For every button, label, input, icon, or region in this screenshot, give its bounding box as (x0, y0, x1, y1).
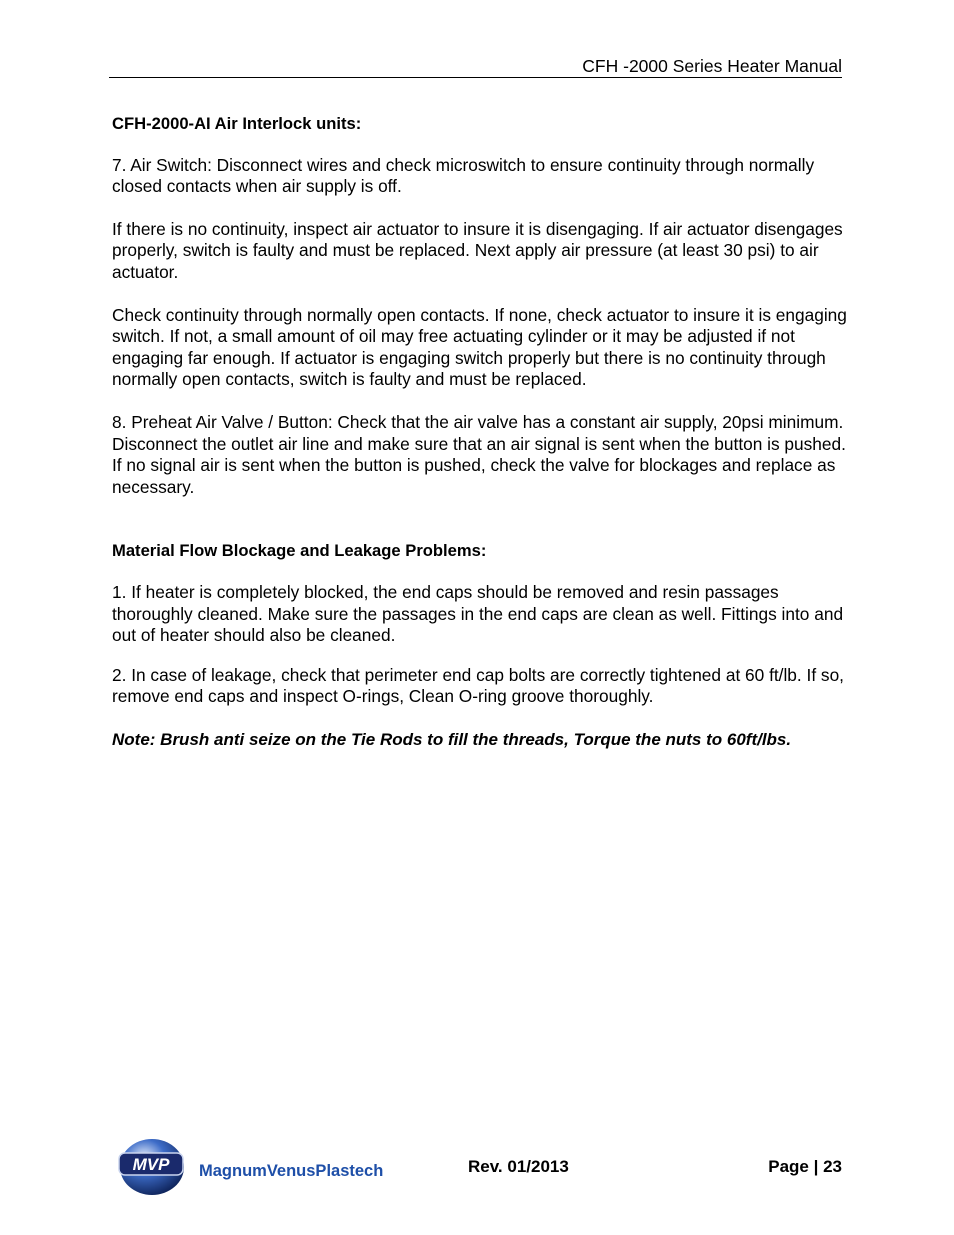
header-rule (109, 77, 842, 78)
footer-page-number: Page | 23 (768, 1157, 842, 1176)
paragraph-air-switch: 7. Air Switch: Disconnect wires and check microswitch to ensure continuity through normally closed contacts when air supply is off. (112, 154, 815, 197)
logo-graphic (116, 1135, 406, 1197)
note-tie-rods: Note: Brush anti seize on the Tie Rods to fill the threads, Torque the nuts to 60ft/lbs. (112, 729, 792, 749)
logo-company-name: MagnumVenusPlastech (199, 1162, 384, 1180)
section-heading-air-interlock: CFH-2000-AI Air Interlock units: (112, 114, 362, 133)
footer-revision: Rev. 01/2013 (468, 1157, 569, 1176)
header-title: CFH -2000 Series Heater Manual (582, 56, 842, 76)
logo-badge-text: MVP (132, 1155, 170, 1174)
paragraph-no-continuity: If there is no continuity, inspect air actuator to insure it is disengaging. If air actuator disengages properly, switch is faulty and must be replaced. Next apply air pressure (at least 30 psi) to air actuator. (112, 218, 843, 282)
paragraph-heater-blocked: 1. If heater is completely blocked, the end caps should be removed and resin passages thoroughly cleaned. Make sure the passages in the end caps are clean as well. Fittings into and out of heater should also be cleaned. (112, 581, 844, 646)
paragraph-leakage: 2. In case of leakage, check that perimeter end cap bolts are correctly tightened at 60 ft/lb. If so, remove end caps and inspect O-rings, Clean O-ring groove thoroughly. (112, 664, 844, 707)
paragraph-preheat-air-valve: 8. Preheat Air Valve / Button: Check that the air valve has a constant air supply, 20psi minimum. Disconnect the outlet air line and make sure that an air signal is sent when the button is pushed. If no signal air is sent when the button is pushed, check the valve for blockages and replace as necessary. (112, 411, 846, 497)
company-logo (116, 1135, 406, 1197)
section-heading-flow-blockage: Material Flow Blockage and Leakage Problems: (112, 541, 487, 561)
page-content (112, 113, 852, 750)
paragraph-check-continuity: Check continuity through normally open contacts. If none, check actuator to insure it is engaging switch. If not, a small amount of oil may free actuating cylinder or it may be adjusted if not engaging far enough. If actuator is engaging switch properly but there is no continuity through normally open contacts, switch is faulty and must be replaced. (112, 304, 847, 390)
